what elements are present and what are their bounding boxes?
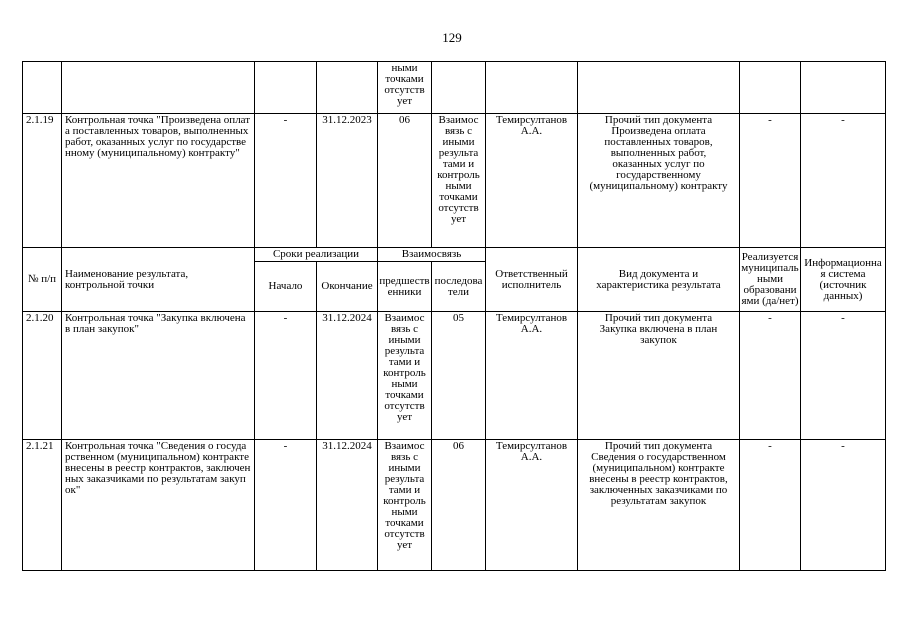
end-date: 31.12.2024: [317, 440, 378, 571]
continued-row: [23, 62, 886, 114]
result-name: Контрольная точка "Сведения о государственном (муниципальном) контракте внесены в реестр контрактов, заключенных заказчиками по результатам закупок": [62, 440, 255, 571]
header-info-system: Информационна я система (источник данных): [801, 248, 886, 312]
results-table: [22, 61, 886, 571]
table-row: [23, 440, 886, 571]
successors: 06: [432, 440, 486, 571]
municipal-flag: -: [740, 312, 801, 440]
header-responsible: Ответственный исполнитель: [486, 248, 578, 312]
header-row-top: [23, 248, 886, 262]
continued-doc-cell: [578, 62, 740, 114]
info-system: -: [801, 114, 886, 248]
end-date: 31.12.2023: [317, 114, 378, 248]
page-number: 129: [442, 30, 462, 45]
row-number: 2.1.20: [23, 312, 62, 440]
row-number: 2.1.19: [23, 114, 62, 248]
header-num: № п/п: [23, 248, 62, 312]
continued-links-cell: ными точками отсутств ует: [378, 62, 432, 114]
result-name: Контрольная точка "Произведена оплата поставленных товаров, выполненных работ, оказанных услуг по государственному (муниципальному) контракту": [62, 114, 255, 248]
info-system: -: [801, 440, 886, 571]
continued-start-cell: [255, 62, 317, 114]
table-row: [23, 114, 886, 248]
header-predecessors: предшеств енники: [378, 262, 432, 312]
continued-resp-cell: [486, 62, 578, 114]
header-start: Начало: [255, 262, 317, 312]
successors: Взаимос вязь с иными результа тами и контроль ными точками отсутств ует: [432, 114, 486, 248]
info-system: -: [801, 312, 886, 440]
predecessors: Взаимос вязь с иными результа тами и контроль ными точками отсутств ует: [378, 440, 432, 571]
predecessors: 06: [378, 114, 432, 248]
document-type: Прочий тип документа Сведения о государственном (муниципальном) контракте внесены в реестр контрактов, заключенных заказчиками по результатам закупок: [578, 440, 740, 571]
header-terms: Сроки реализации: [255, 248, 378, 262]
header-doc-type: Вид документа и характеристика результата: [578, 248, 740, 312]
continued-mun-cell: [740, 62, 801, 114]
continued-end-cell: [317, 62, 378, 114]
header-municipal: Реализуется муниципаль ными образовани ями (да/нет): [740, 248, 801, 312]
header-successors: последова тели: [432, 262, 486, 312]
continued-name-cell: [62, 62, 255, 114]
table-row: [23, 312, 886, 440]
document-type: Прочий тип документа Закупка включена в план закупок: [578, 312, 740, 440]
continued-succ-cell: [432, 62, 486, 114]
successors: 05: [432, 312, 486, 440]
continued-num-cell: [23, 62, 62, 114]
predecessors: Взаимос вязь с иными результа тами и контроль ными точками отсутств ует: [378, 312, 432, 440]
header-name: Наименование результата, контрольной точки: [62, 248, 255, 312]
document-type: Прочий тип документа Произведена оплата поставленных товаров, выполненных работ, оказанных услуг по государственному (муниципальному) контракту: [578, 114, 740, 248]
start-date: -: [255, 114, 317, 248]
result-name: Контрольная точка "Закупка включена в план закупок": [62, 312, 255, 440]
responsible: Темирсултанов А.А.: [486, 440, 578, 571]
start-date: -: [255, 440, 317, 571]
responsible: Темирсултанов А.А.: [486, 312, 578, 440]
responsible: Темирсултанов А.А.: [486, 114, 578, 248]
header-end: Окончание: [317, 262, 378, 312]
municipal-flag: -: [740, 114, 801, 248]
continued-info-cell: [801, 62, 886, 114]
row-number: 2.1.21: [23, 440, 62, 571]
end-date: 31.12.2024: [317, 312, 378, 440]
start-date: -: [255, 312, 317, 440]
header-links: Взаимосвязь: [378, 248, 486, 262]
municipal-flag: -: [740, 440, 801, 571]
